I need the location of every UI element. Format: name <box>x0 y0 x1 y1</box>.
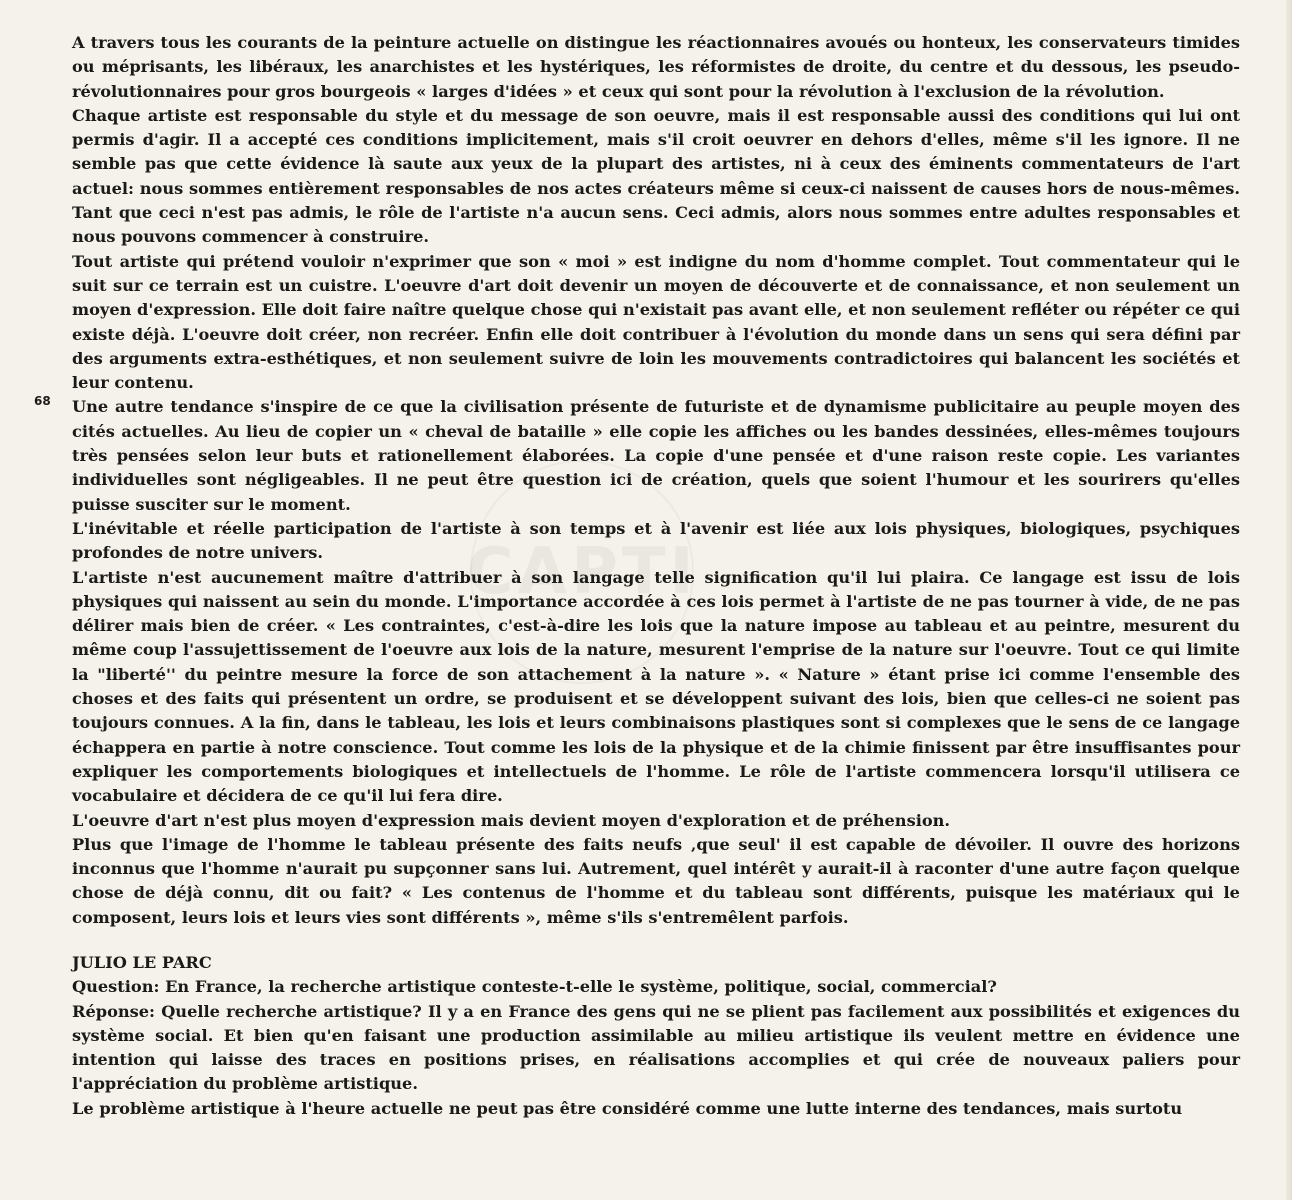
page-edge-shadow <box>1286 0 1292 1200</box>
section-spacer <box>72 930 1240 951</box>
paragraph: L'oeuvre d'art n'est plus moyen d'expression mais devient moyen d'exploration et de préhension. <box>72 810 951 830</box>
paragraph: Plus que l'image de l'homme le tableau présente des faits neufs ‚que seul' il est capable de dévoiler. Il ouvre des horizons inconnus que l'homme n'aurait pu supçonner sans lui. Autrement, quel intérêt y aurait-il à raconter d'une autre façon quelque chose de déjà connu, dit ou fait? « Les contenus de l'homme et du tableau sont différents, puisque les matériaux qui le composent, leurs lois et leurs vies sont différents », même s'ils s'entremêlent parfois. <box>72 834 1240 927</box>
paragraph: L'inévitable et réelle participation de l'artiste à son temps et à l'avenir est liée aux lois physiques, biologiques, psychiques profondes de notre univers. <box>72 518 1240 563</box>
paragraph: Chaque artiste est responsable du style et du message de son oeuvre, mais il est responsable aussi des conditions qui lui ont permis d'agir. Il a accepté ces conditions implicitement, mais s'il croit oeuvrer en dehors d'elles, même s'il les ignore. Il ne semble pas que cette évidence là saute aux yeux de la plupart des artistes, ni à ceux des éminents commentateurs de l'art actuel: nous sommes entièrement responsables de nos actes créateurs même si ceux-ci naissent de causes hors de nous-mêmes. Tant que ceci n'est pas admis, le rôle de l'artiste n'a aucun sens. Ceci admis, alors nous sommes entre adultes responsables et nous pouvons commencer à construire. <box>72 105 1240 247</box>
page-number: 68 <box>34 394 51 408</box>
body-text-column <box>72 31 1240 1121</box>
interview-question: Question: En France, la recherche artistique conteste-t-elle le système, politique, social, commercial? <box>72 977 997 997</box>
paragraph: A travers tous les courants de la peinture actuelle on distingue les réactionnaires avoués ou honteux, les conservateurs timides ou méprisants, les libéraux, les anarchistes et les hystériques, les réformistes de droite, du centre et du dessous, les pseudo-révolutionnaires pour gros bourgeois « larges d'idées » et ceux qui sont pour la révolution à l'exclusion de la révolution. <box>72 33 1240 101</box>
author-heading: JULIO LE PARC <box>72 952 212 972</box>
paragraph: Une autre tendance s'inspire de ce que la civilisation présente de futuriste et de dynamisme publicitaire au peuple moyen des cités actuelles. Au lieu de copier un « cheval de bataille » elle copie les affiches ou les bandes dessinées, elles-mêmes toujours très pensées selon leur buts et rationellement élaborées. La copie d'une pensée et d'une raison reste copie. Les variantes individuelles sont négligeables. Il ne peut être question ici de création, quels que soient l'humour et les sourirers qu'elles puisse susciter sur le moment. <box>72 397 1240 514</box>
paragraph: Tout artiste qui prétend vouloir n'exprimer que son « moi » est indigne du nom d'homme complet. Tout commentateur qui le suit sur ce terrain est un cuistre. L'oeuvre d'art doit devenir un moyen de découverte et de connaissance, et non seulement un moyen d'expression. Elle doit faire naître quelque chose qui n'existait pas avant elle, et non seulement refléter ou répéter ce qui existe déjà. L'oeuvre doit créer, non recréer. Enfin elle doit contribuer à l'évolution du monde dans un sens qui sera défini par des arguments extra-esthétiques, et non seulement suivre de loin les mouvements contradictoires qui balancent les sociétés et leur contenu. <box>72 251 1240 393</box>
paragraph: L'artiste n'est aucunement maître d'attribuer à son langage telle signification qu'il lui plaira. Ce langage est issu de lois physiques qui naissent au sein du monde. L'importance accordée à ces lois permet à l'artiste de ne pas tourner à vide, de ne pas délirer mais bien de créer. « Les contraintes, c'est-à-dire les lois que la nature impose au tableau et au peintre, mesurent du même coup l'assujettissement de l'oeuvre aux lois de la nature, mesurent l'emprise de la nature sur l'oeuvre. Tout ce qui limite la "liberté'' du peintre mesure la force de son attachement à la nature ». « Nature » étant prise ici comme l'ensemble des choses et des faits qui présentent un ordre, se produisent et se développent suivant des lois, bien que celles-ci ne soient pas toujours connues. A la fin, dans le tableau, les lois et leurs combinaisons plastiques sont si complexes que le sens de ce langage échappera en partie à notre conscience. Tout comme les lois de la physique et de la chimie finissent par être insuffisantes pour expliquer les comportements biologiques et intellectuels de l'homme. Le rôle de l'artiste commencera lorsqu'il utilisera ce vocabulaire et décidera de ce qu'il lui fera dire. <box>72 567 1240 806</box>
interview-continuation: Le problème artistique à l'heure actuelle ne peut pas être considéré comme une lutte interne des tendances, mais surtotu <box>72 1098 1183 1118</box>
interview-answer: Réponse: Quelle recherche artistique? Il y a en France des gens qui ne se plient pas facilement aux possibilités et exigences du système social. Et bien qu'en faisant une production assimilable au milieu artistique ils veulent mettre en évidence une intention qui laisse des traces en positions prises, en réalisations accomplies et qui crée de nouveaux paliers pour l'appréciation du problème artistique. <box>72 1001 1240 1094</box>
